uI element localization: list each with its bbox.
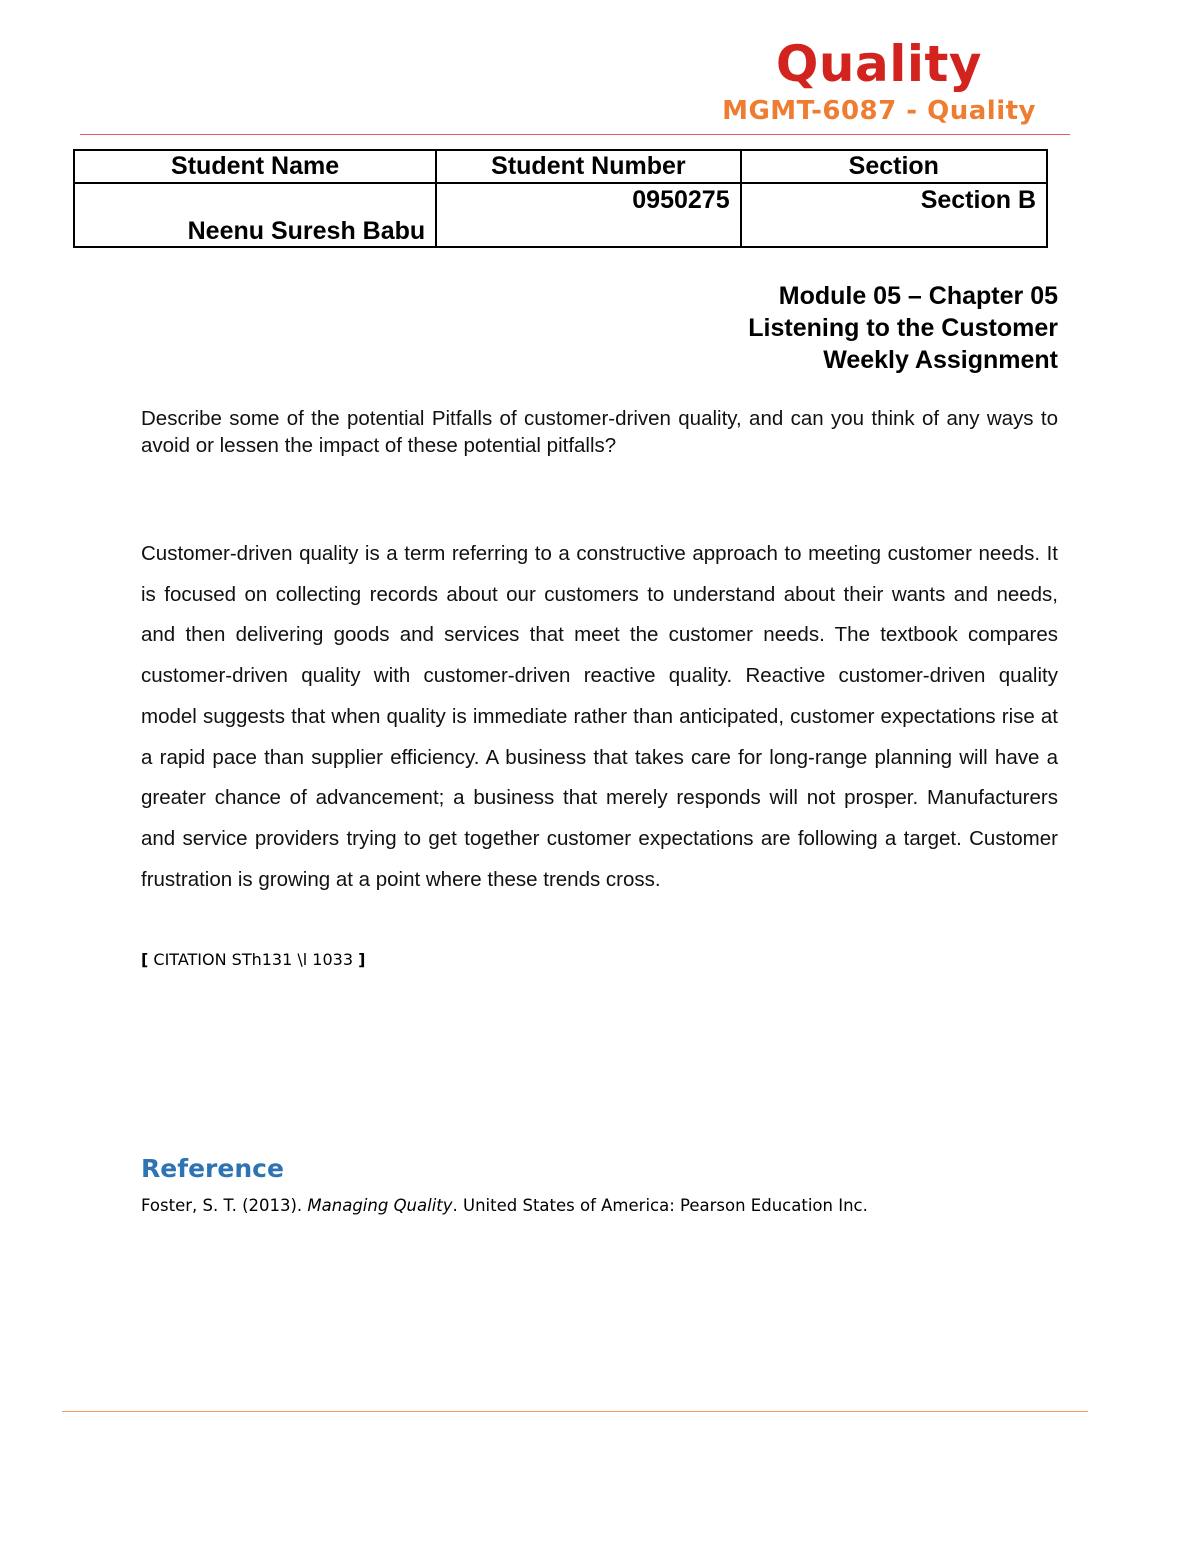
- citation-code: CITATION STh131 \l 1033: [148, 950, 359, 969]
- header-student-name: Student Name: [74, 150, 436, 183]
- header-divider: [80, 134, 1070, 135]
- reference-publisher: . United States of America: Pearson Education Inc.: [452, 1196, 868, 1215]
- student-number-value: 0950275: [436, 183, 740, 247]
- citation-open-bracket: [: [141, 950, 149, 969]
- student-name-value: Neenu Suresh Babu: [187, 217, 426, 245]
- course-subtitle: MGMT-6087 - Quality: [722, 96, 1036, 126]
- answer-paragraph: Customer-driven quality is a term referring to a constructive approach to meeting customer needs. It is focused on collecting records about our customers to understand about their wants and needs, and then delivering goods and services that meet the customer needs. The textbook compares customer-driven quality with customer-driven reactive quality. Reactive customer-driven quality model suggests that when quality is immediate rather than anticipated, customer expectations rise at a rapid pace than supplier efficiency. A business that takes care for long-range planning will have a greater chance of advancement; a business that merely responds will not prosper. Manufacturers and service providers trying to get together customer expectations are following a target. Customer frustration is growing at a point where these trends cross.: [141, 542, 1058, 891]
- reference-heading: Reference: [141, 1154, 284, 1183]
- reference-entry: [141, 1193, 868, 1219]
- chapter-title: Listening to the Customer: [748, 314, 1058, 342]
- question-text: Describe some of the potential Pitfalls of customer-driven quality, and can you think of any ways to avoid or lessen the impact of these potential pitfalls?: [141, 407, 1058, 457]
- assignment-type: Weekly Assignment: [823, 346, 1058, 374]
- header-student-number: Student Number: [436, 150, 740, 183]
- module-heading: [560, 280, 1058, 376]
- document-title: Quality: [775, 35, 982, 93]
- section-value: Section B: [741, 183, 1047, 247]
- table-header-row: [74, 150, 1047, 183]
- reference-book-title: Managing Quality: [307, 1196, 453, 1215]
- module-line: Module 05 – Chapter 05: [778, 282, 1058, 310]
- footer-divider: [62, 1411, 1088, 1412]
- student-info-table: [73, 149, 1048, 248]
- reference-author: Foster, S. T. (2013).: [141, 1196, 308, 1215]
- citation-field: [141, 948, 365, 972]
- citation-close-bracket: ]: [358, 950, 366, 969]
- table-row: [74, 183, 1047, 247]
- student-name-cell: [74, 183, 436, 247]
- header-section: Section: [741, 150, 1047, 183]
